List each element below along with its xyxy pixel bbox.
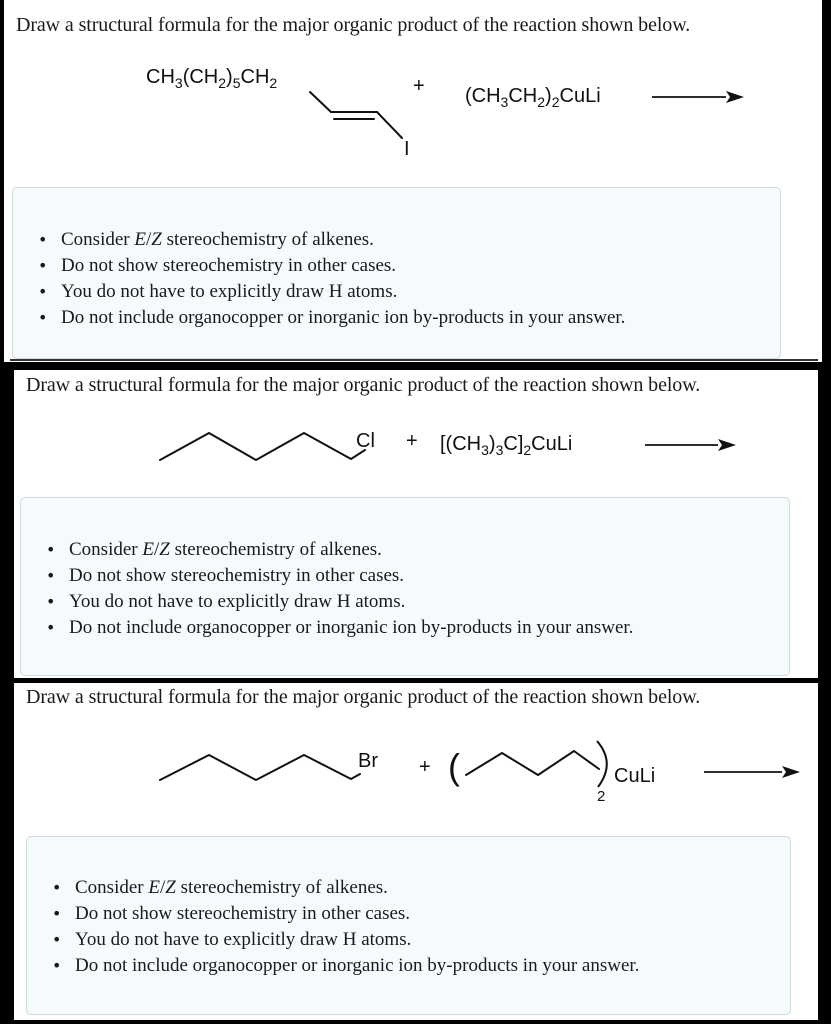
- section-divider: [10, 359, 818, 361]
- question-1-hint-box: [12, 187, 781, 359]
- hint-no-stereo: • Do not show stereochemistry in other cases.: [61, 253, 780, 279]
- hint-no-h-atoms: • You do not have to explicitly draw H atoms.: [75, 927, 790, 953]
- question-1-reaction: [4, 0, 822, 190]
- question-3-panel: [14, 683, 818, 1020]
- reagent-label: $(CH_3CH_2)_2CuLi$: [465, 85, 601, 110]
- reagent-label: $[(CH_3)_3C]_2CuLi$: [440, 433, 573, 458]
- question-2-hint-list: [21, 537, 789, 641]
- open-parenthesis: (: [448, 746, 460, 787]
- reactant-1-chain-label: $CH_3(CH_2)_5CH_2$: [146, 66, 278, 91]
- question-1-hint-list: [13, 227, 780, 331]
- question-1-prompt: Draw a structural formula for the major organic product of the reaction shown below.: [16, 14, 691, 36]
- question-3-reaction: [14, 683, 818, 833]
- chlorine-label: Cl: [356, 430, 375, 452]
- hint-no-byproducts: • Do not include organocopper or inorganic ion by-products in your answer.: [69, 615, 789, 641]
- plus-sign: +: [406, 430, 418, 452]
- question-3-prompt: Draw a structural formula for the major organic product of the reaction shown below.: [26, 686, 701, 708]
- question-2-reaction: [14, 370, 818, 490]
- hint-ez-stereo: • Consider E/Z stereochemistry of alkenes.: [69, 537, 789, 563]
- question-2-hint-box: [20, 497, 790, 676]
- reaction-arrow: [652, 91, 744, 103]
- reagent-label: CuLi: [614, 765, 656, 787]
- bond-alkene-to-iodine: [377, 112, 402, 138]
- question-3-hint-box: [26, 836, 791, 1015]
- bromine-label: Br: [358, 750, 378, 772]
- bond-ch2-to-alkene: [310, 92, 331, 112]
- hint-ez-stereo: • Consider E/Z stereochemistry of alkenes.: [75, 875, 790, 901]
- question-2-prompt: Draw a structural formula for the major organic product of the reaction shown below.: [26, 374, 701, 396]
- reaction-arrow: [645, 439, 736, 451]
- hint-no-h-atoms: • You do not have to explicitly draw H atoms.: [69, 589, 789, 615]
- plus-sign: +: [419, 756, 431, 778]
- alkyl-bromide-skeleton: [160, 755, 360, 780]
- cuprate-alkyl-skeleton: [466, 751, 599, 775]
- hint-no-stereo: • Do not show stereochemistry in other cases.: [69, 563, 789, 589]
- reaction-arrow: [704, 766, 800, 778]
- hint-no-stereo: • Do not show stereochemistry in other cases.: [75, 901, 790, 927]
- vinyl-iodide-skeleton: [310, 92, 402, 138]
- hint-ez-stereo: • Consider E/Z stereochemistry of alkenes.: [61, 227, 780, 253]
- iodine-label: I: [404, 138, 410, 160]
- question-2-panel: [14, 370, 818, 678]
- subscript-2: 2: [597, 788, 606, 805]
- hint-no-byproducts: • Do not include organocopper or inorganic ion by-products in your answer.: [61, 305, 780, 331]
- alkyl-chloride-skeleton: [160, 433, 365, 460]
- hint-no-h-atoms: • You do not have to explicitly draw H atoms.: [61, 279, 780, 305]
- plus-sign: +: [413, 75, 425, 97]
- close-parenthesis: [597, 741, 607, 787]
- question-3-hint-list: [27, 875, 790, 979]
- question-1-panel: [4, 0, 822, 362]
- hint-no-byproducts: • Do not include organocopper or inorganic ion by-products in your answer.: [75, 953, 790, 979]
